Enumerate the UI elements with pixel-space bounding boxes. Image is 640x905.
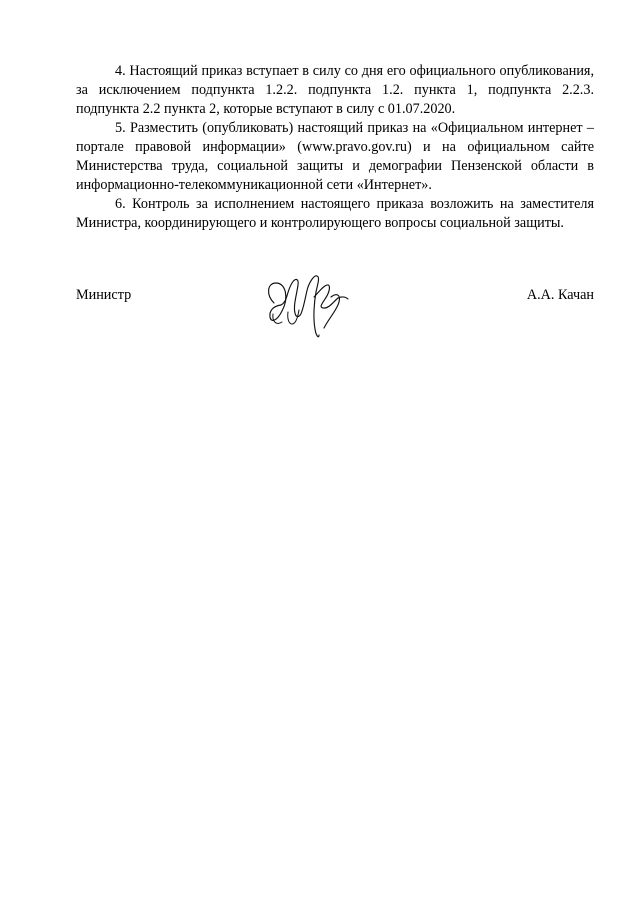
document-body — [76, 62, 594, 233]
signature-block — [76, 286, 594, 366]
paragraph-item-5: 5. Разместить (опубликовать) настоящий приказ на «Официальном интернет – портале правовой информации» (www.pravo.gov.ru) и на официальном сайте Министерства труда, социальной защиты и демографии Пензенской области в информационно-телекоммуникационной сети «Интернет». — [76, 120, 594, 193]
handwritten-signature-icon — [264, 263, 352, 343]
paragraph-item-6: 6. Контроль за исполнением настоящего приказа возложить на заместителя Министра, координирующего и контролирующего вопросы социальной защиты. — [76, 196, 594, 231]
paragraph-item-4: 4. Настоящий приказ вступает в силу со дня его официального опубликования, за исключением подпункта 1.2.2. подпункта 1.2. пункта 1, подпункта 2.2.3. подпункта 2.2 пункта 2, которые вступают в силу с 01.07.2020. — [76, 63, 594, 117]
position-title: Министр — [76, 287, 132, 303]
signatory-name: А.А. Качан — [526, 287, 594, 303]
